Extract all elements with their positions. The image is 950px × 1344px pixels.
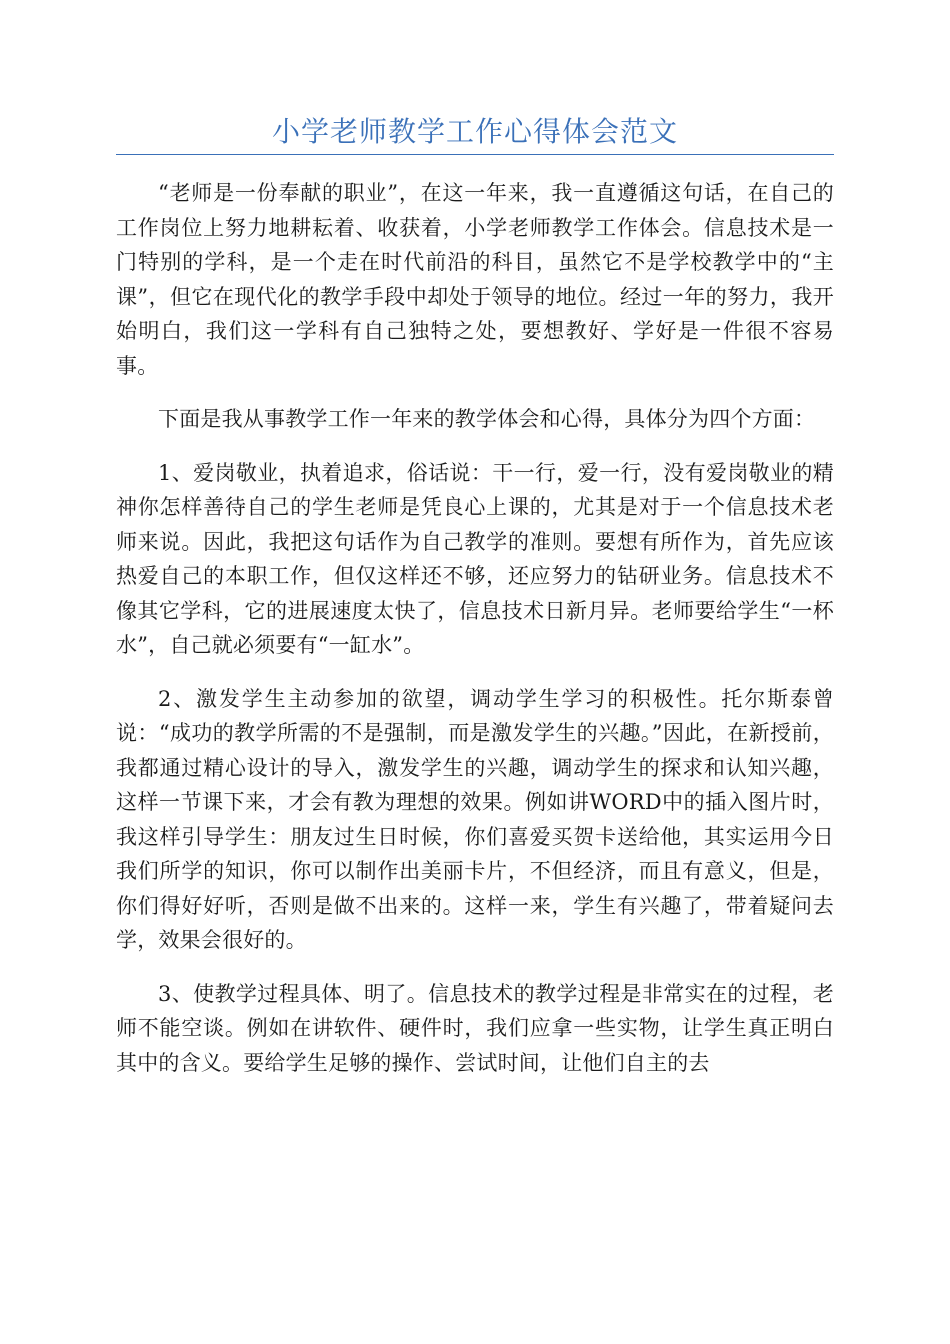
paragraph-overview: 下面是我从事教学工作一年来的教学体会和心得，具体分为四个方面： (158, 407, 816, 431)
paragraph-point-3: 3、使教学过程具体、明了。信息技术的教学过程是非常实在的过程，老师不能空谈。例如在讲软件、硬件时，我们应拿一些实物，让学生真正明白其中的含义。要给学生足够的操作、尝试时间，让他们自主的去 (116, 981, 834, 1075)
paragraph-point-1: 1、爱岗敬业，执着追求，俗话说：干一行，爱一行，没有爱岗敬业的精神你怎样善待自己的学生老师是凭良心上课的，尤其是对于一个信息技术老师来说。因此，我把这句话作为自己教学的准则。要想有所作为，首先应该热爱自己的本职工作，但仅这样还不够，还应努力的钻研业务。信息技术不像其它学科，它的进展速度太快了，信息技术日新月异。老师要给学生“一杯水”，自己就必须要有“一缸水”。 (116, 460, 834, 657)
title-underline (116, 154, 834, 155)
paragraph-intro: “老师是一份奉献的职业”，在这一年来，我一直遵循这句话，在自己的工作岗位上努力地耕耘着、收获着，小学老师教学工作体会。信息技术是一门特别的学科，是一个走在时代前沿的科目，虽然它不是学校教学中的“主课”，但它在现代化的教学手段中却处于领导的地位。经过一年的努力，我开始明白，我们这一学科有自己独特之处，要想教好、学好是一件很不容易事。 (116, 181, 834, 378)
document-title: 小学老师教学工作心得体会范文 (271, 115, 678, 148)
document-body (116, 176, 834, 1099)
paragraph-point-2: 2、激发学生主动参加的欲望，调动学生学习的积极性。托尔斯泰曾说：“成功的教学所需的不是强制，而是激发学生的兴趣。”因此，在新授前，我都通过精心设计的导入，激发学生的兴趣，调动学生的探求和认知兴趣，这样一节课下来，才会有教为理想的效果。例如讲WORD中的插入图片时，我这样引导学生：朋友过生日时候，你们喜爱买贺卡送给他，其实运用今日我们所学的知识，你可以制作出美丽卡片，不但经济，而且有意义，但是，你们得好好听，否则是做不出来的。这样一来，学生有兴趣了，带着疑问去学，效果会很好的。 (116, 686, 834, 952)
